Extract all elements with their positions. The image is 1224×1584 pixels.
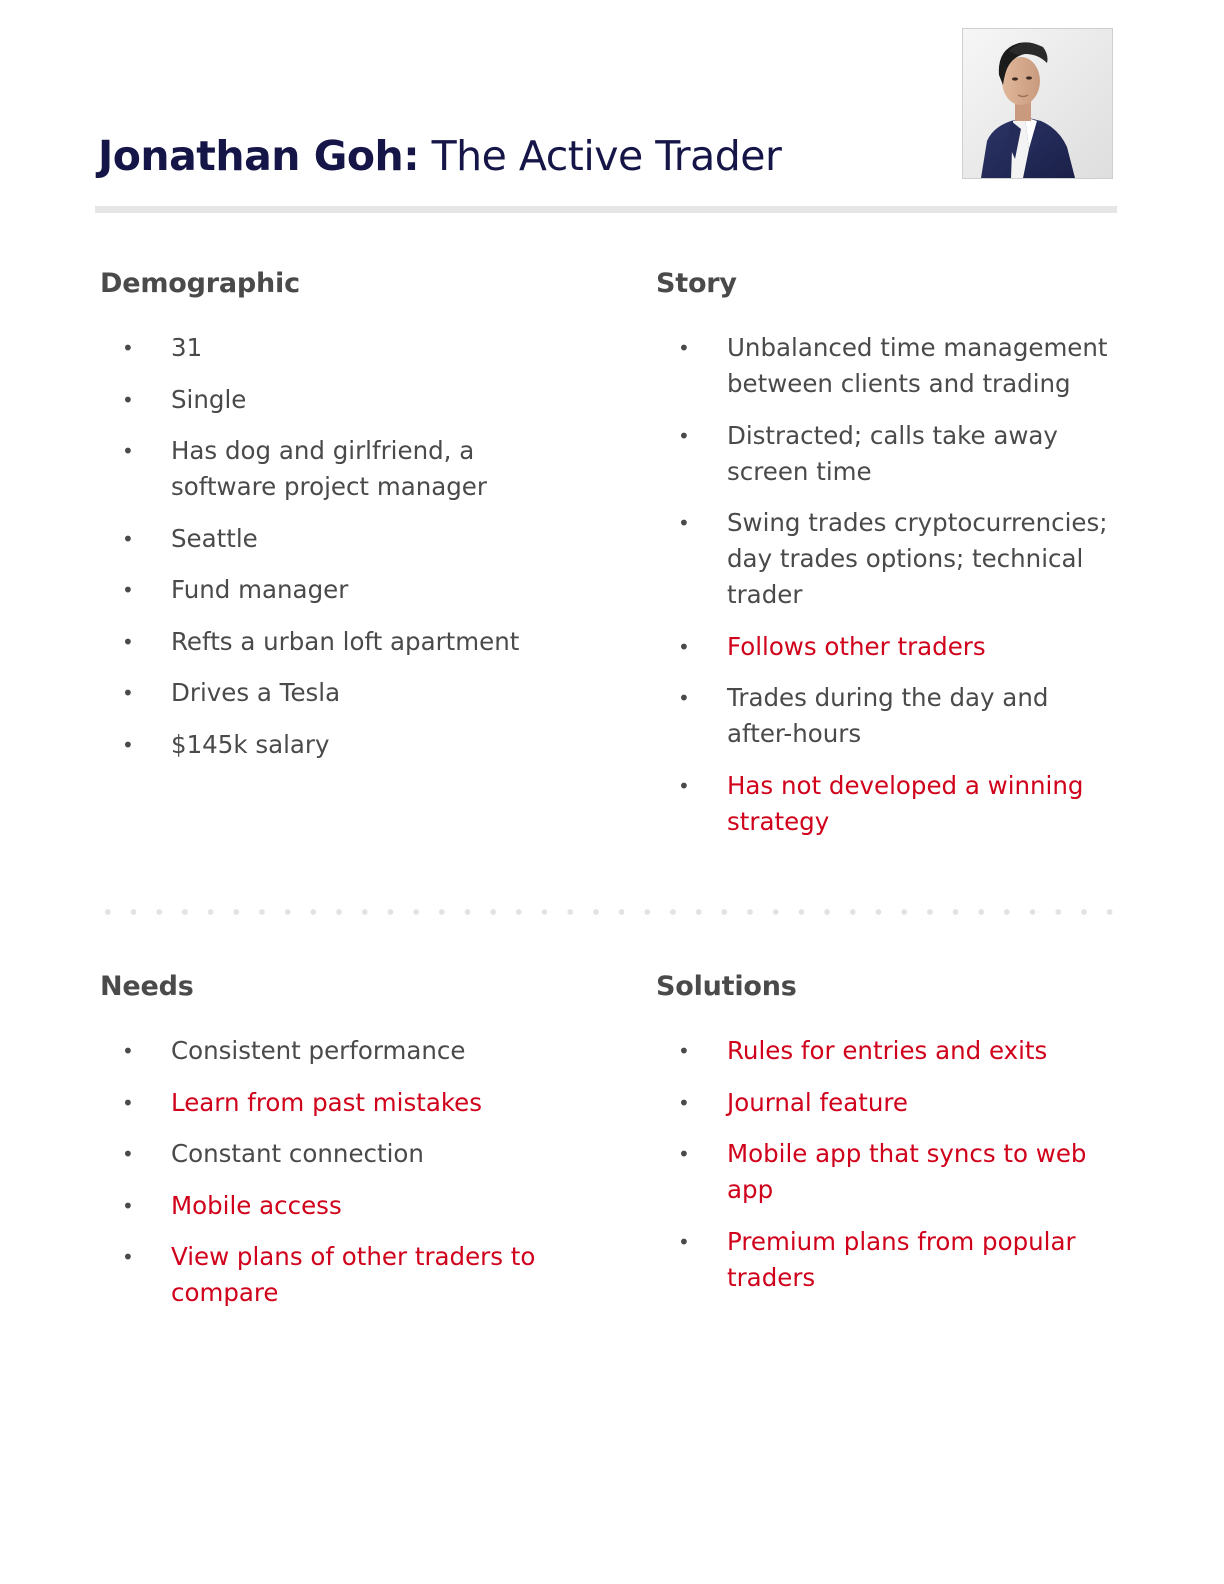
list-item-text: Refts a urban loft apartment [171, 626, 520, 656]
story-list [656, 330, 1116, 855]
bullet-icon: • [678, 423, 690, 448]
bullet-icon: • [678, 336, 690, 360]
bullet-icon: • [678, 511, 690, 535]
list-item-text: Has not developed a winning strategy [727, 770, 1084, 836]
bullet-icon: • [678, 773, 690, 798]
list-item-text: $145k salary [171, 729, 330, 759]
list-item [656, 1224, 1116, 1296]
bullet-icon: • [122, 629, 134, 654]
list-item-text: Rules for entries and exits [727, 1036, 1048, 1065]
list-item [656, 1085, 1116, 1121]
list-item-text: Swing trades cryptocurrencies; day trades options; technical trader [727, 508, 1108, 609]
list-item [656, 1136, 1116, 1208]
page-title [98, 128, 781, 184]
list-item-text: Single [171, 384, 247, 414]
list-item [656, 418, 1116, 490]
bullet-icon: • [122, 439, 134, 463]
list-item [656, 505, 1116, 613]
bullet-icon: • [678, 1142, 690, 1166]
bullet-icon: • [122, 1039, 134, 1063]
bullet-icon: • [122, 1142, 134, 1166]
list-item [100, 1188, 570, 1224]
solutions-heading: Solutions [656, 971, 797, 1002]
list-item [100, 675, 570, 711]
list-item [100, 1033, 570, 1069]
bullet-icon: • [122, 387, 134, 412]
list-item [656, 1033, 1116, 1069]
list-item [100, 521, 570, 557]
avatar [962, 28, 1113, 179]
list-item [100, 433, 570, 505]
list-item [100, 1085, 570, 1121]
needs-list [100, 1033, 570, 1327]
list-item [100, 1136, 570, 1172]
list-item-text: Follows other traders [727, 631, 986, 661]
bullet-icon: • [678, 1229, 690, 1254]
needs-heading: Needs [100, 971, 194, 1002]
list-item-text: 31 [171, 333, 203, 362]
list-item [656, 330, 1116, 402]
bullet-icon: • [678, 1090, 690, 1115]
demographic-heading: Demographic [100, 268, 300, 299]
list-item-text: Unbalanced time management between clients and trading [727, 333, 1108, 398]
persona-role: The Active Trader [419, 132, 782, 180]
persona-portrait-image [963, 29, 1112, 178]
solutions-list [656, 1033, 1116, 1311]
bullet-icon: • [122, 1245, 134, 1269]
bullet-icon: • [122, 1193, 134, 1218]
bullet-icon: • [678, 686, 690, 710]
list-item-text: Fund manager [171, 575, 349, 604]
bullet-icon: • [678, 1039, 690, 1063]
persona-name: Jonathan Goh: [98, 132, 420, 180]
bullet-icon: • [122, 732, 134, 757]
list-item [100, 727, 570, 763]
demographic-section [100, 266, 570, 759]
list-item [100, 624, 570, 660]
list-item [656, 680, 1116, 752]
list-item [100, 330, 570, 366]
dotted-divider [95, 909, 1117, 915]
story-heading: Story [656, 268, 737, 299]
list-item-text: Mobile app that syncs to web app [727, 1139, 1087, 1204]
bullet-icon: • [122, 578, 134, 602]
list-item-text: Constant connection [171, 1139, 424, 1168]
bullet-icon: • [122, 526, 134, 551]
list-item-text: Mobile access [171, 1190, 342, 1220]
list-item-text: Trades during the day and after-hours [727, 683, 1049, 748]
list-item-text: Seattle [171, 523, 258, 553]
list-item [100, 1239, 570, 1311]
needs-section [100, 969, 570, 1307]
list-item-text: Premium plans from popular traders [727, 1226, 1076, 1292]
list-item-text: Journal feature [727, 1087, 908, 1117]
bullet-icon: • [122, 681, 134, 705]
list-item-text: Distracted; calls take away screen time [727, 420, 1058, 486]
solutions-section [656, 969, 1116, 1292]
demographic-list [100, 330, 570, 778]
list-item [656, 768, 1116, 840]
list-item [100, 572, 570, 608]
list-item [100, 382, 570, 418]
list-item-text: Consistent performance [171, 1036, 466, 1065]
bullet-icon: • [122, 1090, 134, 1115]
header-divider [95, 206, 1117, 213]
list-item [656, 629, 1116, 665]
list-item-text: View plans of other traders to compare [171, 1242, 536, 1307]
bullet-icon: • [122, 336, 134, 360]
bullet-icon: • [678, 634, 690, 659]
list-item-text: Learn from past mistakes [171, 1087, 482, 1117]
list-item-text: Drives a Tesla [171, 678, 341, 707]
story-section [656, 266, 1116, 836]
list-item-text: Has dog and girlfriend, a software project manager [171, 436, 487, 501]
